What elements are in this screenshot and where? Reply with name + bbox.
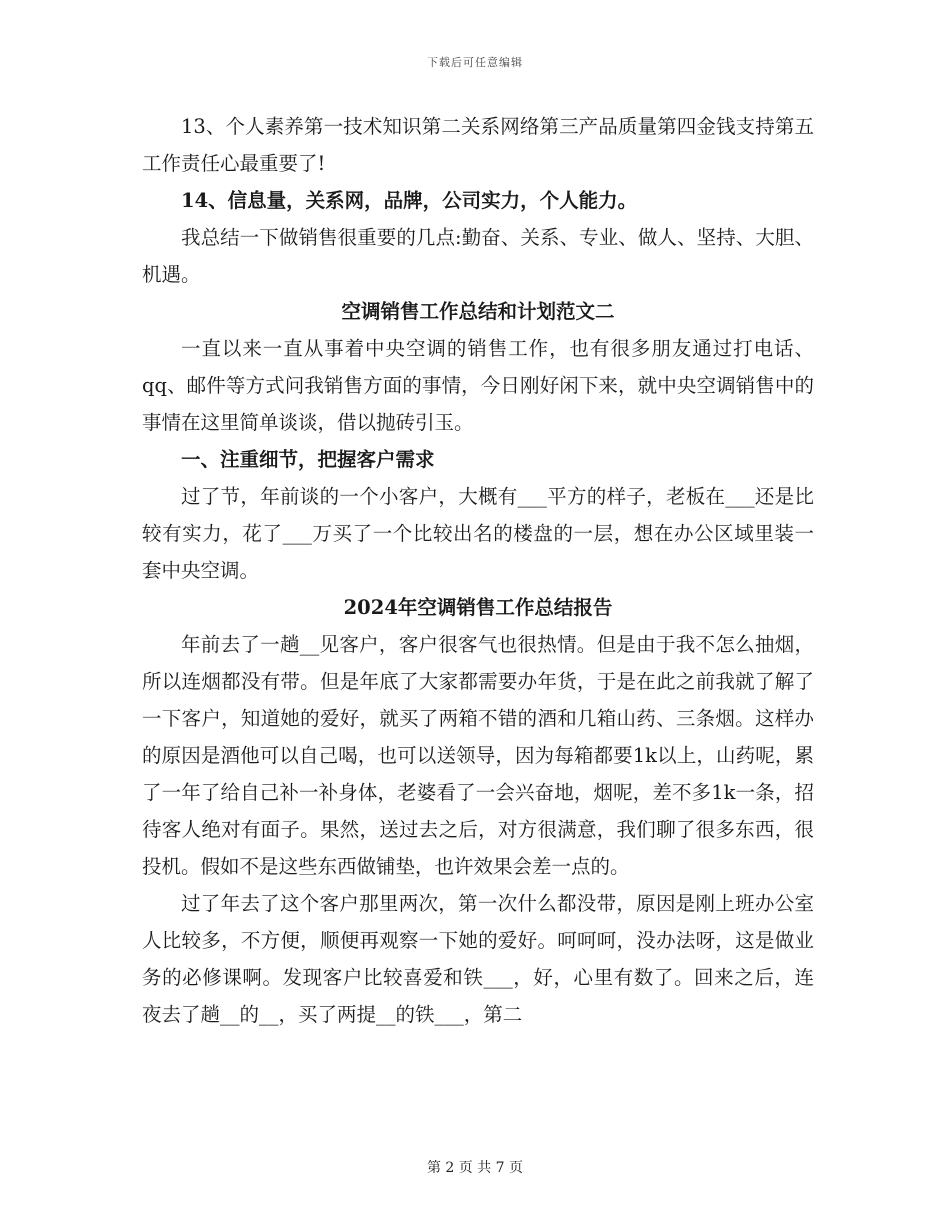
summary-paragraph: 我总结一下做销售很重要的几点:勤奋、关系、专业、做人、坚持、大胆、机遇。 (142, 226, 814, 286)
paragraph-14: 14、信息量，关系网，品牌，公司实力，个人能力。 (181, 189, 638, 212)
detail-paragraph: 过了节，年前谈的一个小客户，大概有___平方的样子，老板在___还是比较有实力，花了___万买了一个比较出名的楼盘的一层，想在办公区域里装一套中央空调。 (142, 485, 814, 582)
intro-paragraph: 一直以来一直从事着中央空调的销售工作，也有很多朋友通过打电话、qq、邮件等方式问我销售方面的事情，今日刚好闲下来，就中央空调销售中的事情在这里简单谈谈，借以抛砖引玉。 (142, 337, 814, 434)
page-header: 下载后可任意编辑 (427, 56, 523, 69)
story-paragraph-1: 年前去了一趟__见客户，客户很客气也很热情。但是由于我不怎么抽烟，所以连烟都没有带。但是年底了大家都需要办年货，于是在此之前我就了解了一下客户，知道她的爱好，就买了两箱不错的酒和几箱山药、三条烟。这样办的原因是酒他可以自己喝，也可以送领导，因为每箱都要1k以上，山药呢，累了一年了给自己补一补身体，老婆看了一会兴奋地，烟呢，差不多1k一条，招待客人绝对有面子。果然，送过去之后，对方很满意，我们聊了很多东西，很投机。假如不是这些东西做铺垫，也许效果会差一点的。 (142, 633, 814, 878)
paragraph-13: 13、个人素养第一技术知识第二关系网络第三产品质量第四金钱支持第五工作责任心最重要了! (142, 115, 814, 175)
subsection-heading-1: 一、注重细节，把握客户需求 (181, 448, 435, 471)
page-footer: 第 2 页 共 7 页 (426, 1160, 524, 1176)
document-body (142, 108, 814, 1033)
story-paragraph-2: 过了年去了这个客户那里两次，第一次什么都没带，原因是刚上班办公室人比较多，不方便，顺便再观察一下她的爱好。呵呵呵，没办法呀，这是做业务的必修课啊。发现客户比较喜爱和铁___，好，心里有数了。回来之后，连夜去了趟__的__，买了两提__的铁___，第二 (142, 892, 814, 1026)
section-heading-2: 空调销售工作总结和计划范文二 (341, 300, 615, 323)
report-heading: 2024年空调销售工作总结报告 (343, 596, 613, 619)
